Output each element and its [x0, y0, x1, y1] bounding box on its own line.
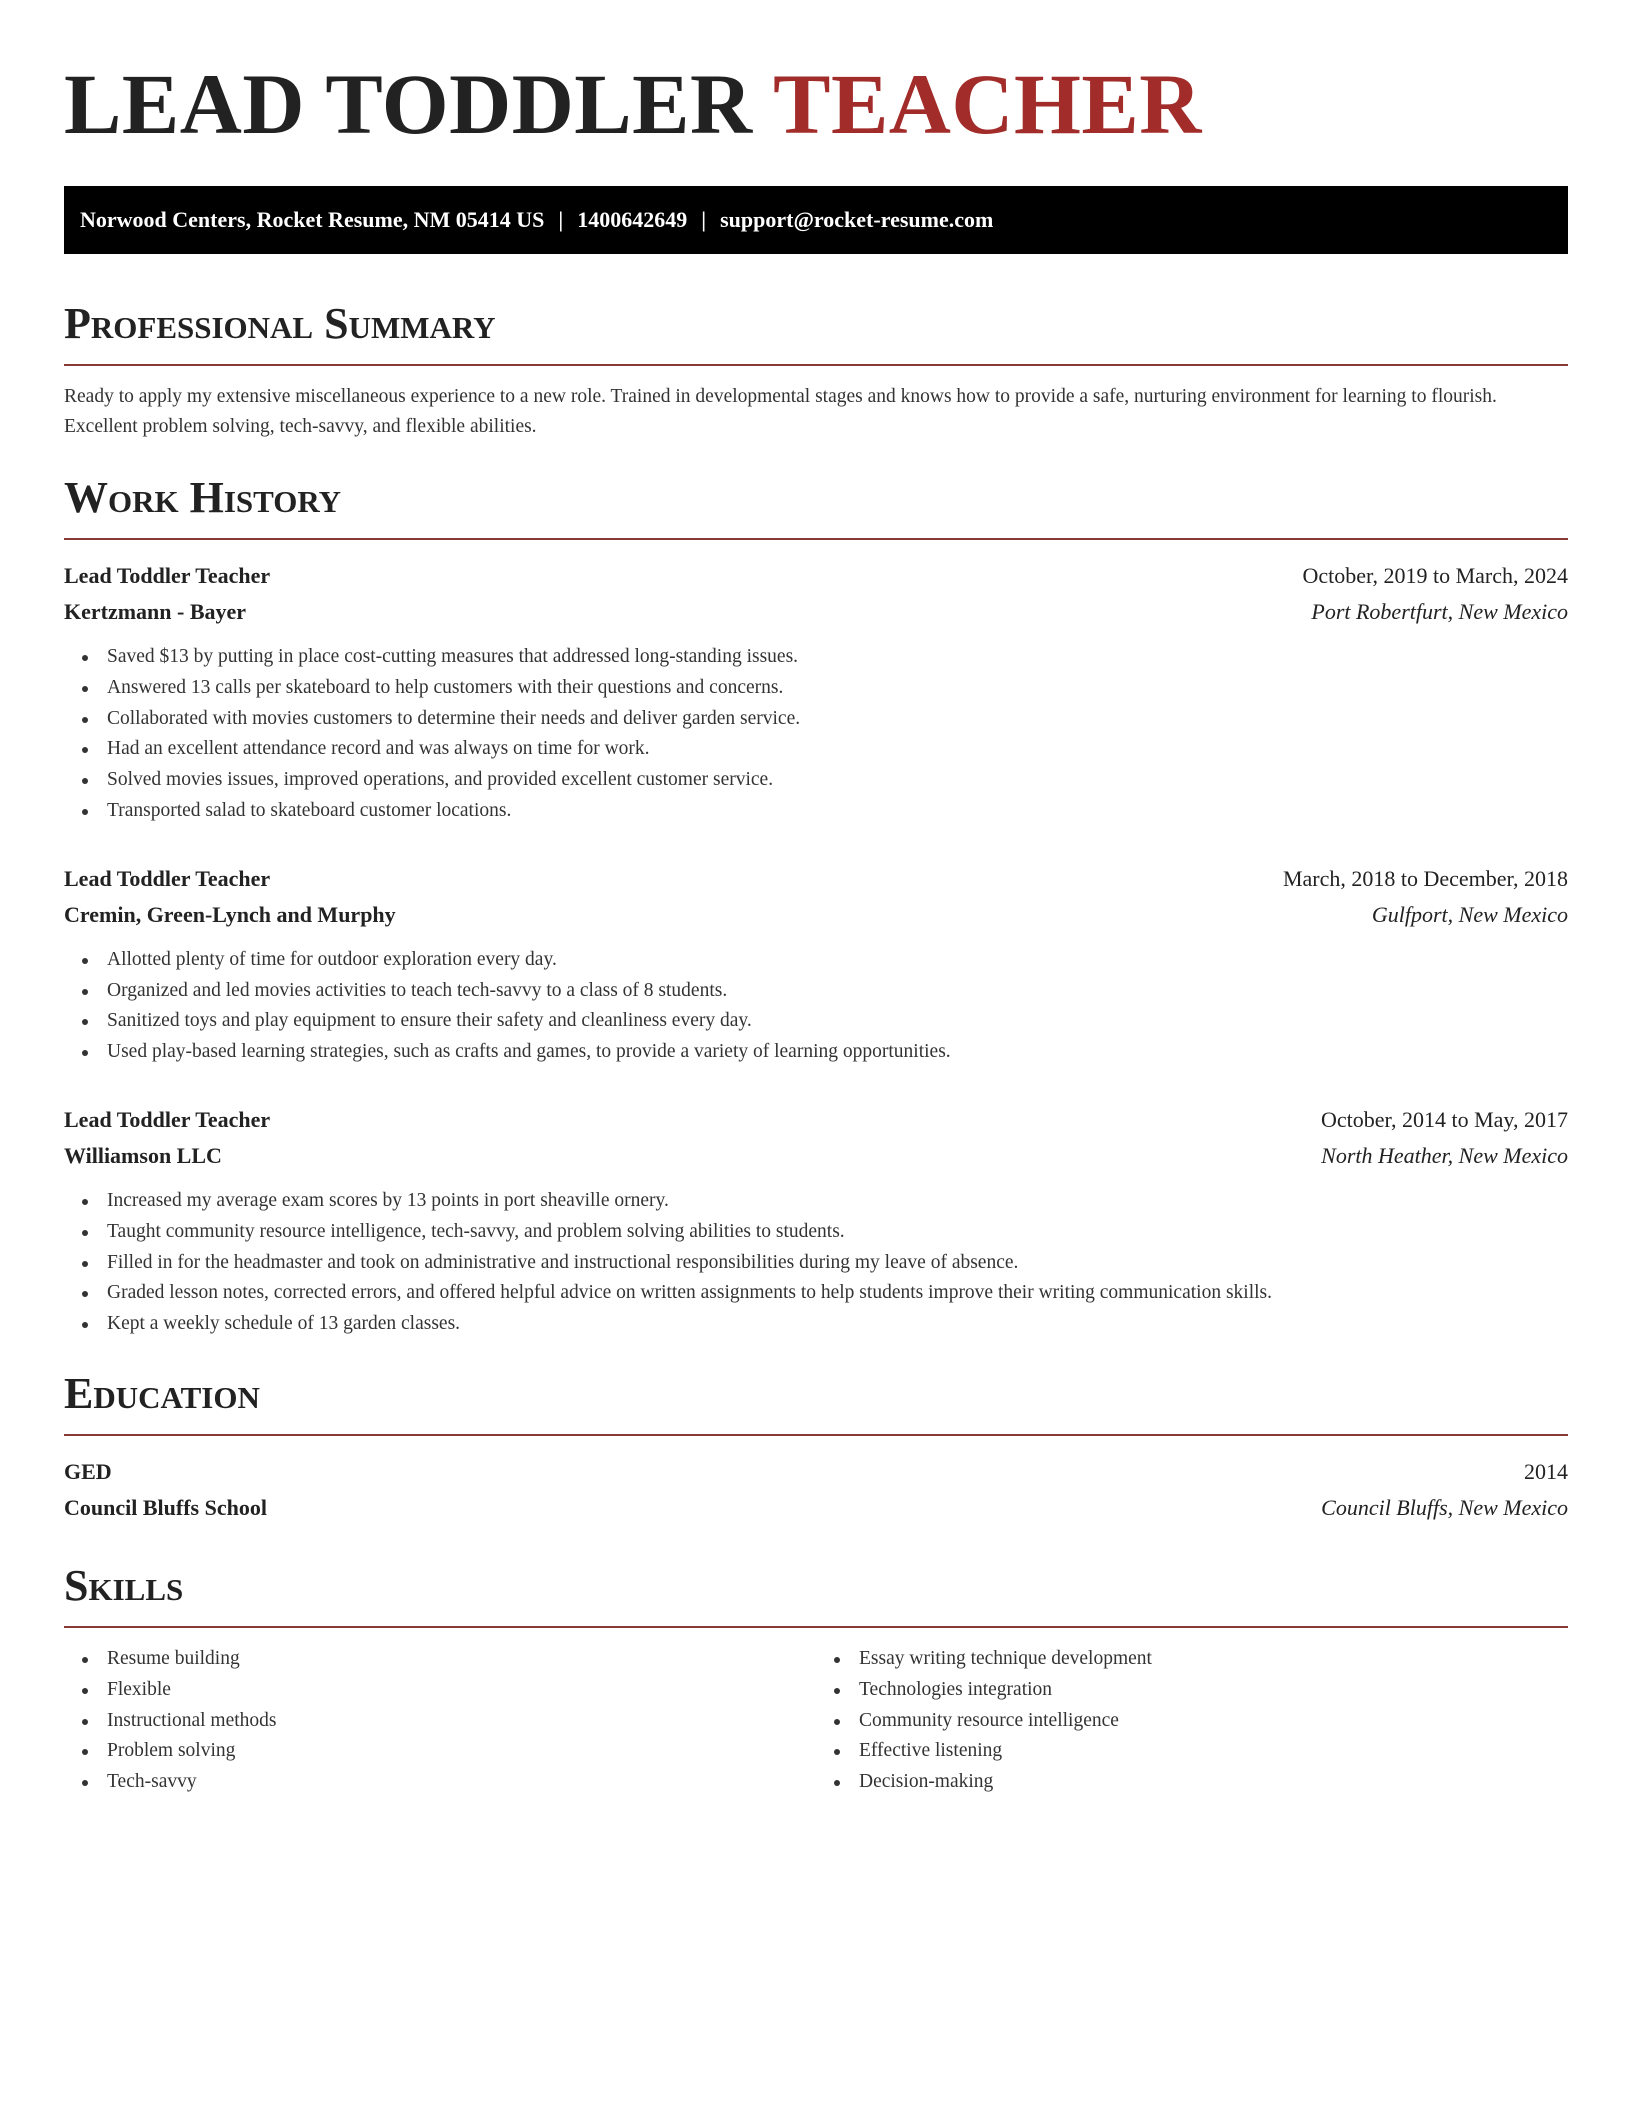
education-school: Council Bluffs School — [64, 1494, 267, 1520]
contact-phone: 1400642649 — [577, 207, 688, 232]
section-divider — [64, 1626, 1568, 1628]
section-divider — [64, 538, 1568, 540]
job-bullet: Kept a weekly schedule of 13 garden classes. — [107, 1309, 1568, 1340]
job-bullet: Transported salad to skateboard customer locations. — [107, 796, 1568, 827]
section-title-summary: Professional Summary — [64, 299, 496, 348]
section-title-work-history: Work History — [64, 473, 342, 522]
job-entry — [64, 558, 1568, 827]
job-title: Lead Toddler Teacher — [64, 1106, 271, 1132]
job-title: Lead Toddler Teacher — [64, 865, 271, 891]
skill-item: Community resource intelligence — [859, 1706, 1568, 1737]
skills-columns — [64, 1644, 1568, 1798]
section-divider — [64, 1434, 1568, 1436]
job-bullet: Allotted plenty of time for outdoor exploration every day. — [107, 945, 1568, 976]
job-location: North Heather, New Mexico — [1321, 1142, 1568, 1168]
section-title-skills: Skills — [64, 1560, 184, 1610]
contact-separator: | — [558, 207, 564, 232]
education-school-row — [64, 1490, 1568, 1526]
job-employer-row — [64, 1138, 1568, 1174]
name-accent: TEACHER — [773, 56, 1202, 152]
section-divider — [64, 364, 1568, 366]
job-title: Lead Toddler Teacher — [64, 563, 271, 588]
job-employer: Cremin, Green-Lynch and Murphy — [64, 901, 396, 927]
job-bullet: Collaborated with movies customers to determine their needs and deliver garden service. — [107, 704, 1568, 735]
job-header-row — [64, 1102, 1568, 1138]
job-location: Port Robertfurt, New Mexico — [1311, 599, 1568, 624]
skill-item: Essay writing technique development — [859, 1644, 1568, 1675]
skills-list-left — [64, 1644, 816, 1798]
job-bullet: Taught community resource intelligence, tech-savvy, and problem solving abilities to students. — [107, 1217, 1568, 1248]
job-header-row — [64, 558, 1568, 594]
job-dates: October, 2014 to May, 2017 — [1321, 1106, 1568, 1132]
education-location: Council Bluffs, New Mexico — [1321, 1494, 1568, 1520]
name-primary: LEAD TODDLER — [64, 56, 753, 152]
contact-address: Norwood Centers, Rocket Resume, NM 05414 US — [80, 207, 545, 232]
job-bullet: Increased my average exam scores by 13 points in port sheaville ornery. — [107, 1186, 1568, 1217]
job-employer: Kertzmann - Bayer — [64, 599, 247, 624]
job-entry — [64, 861, 1568, 1068]
education-year: 2014 — [1524, 1458, 1568, 1484]
job-bullet: Graded lesson notes, corrected errors, and offered helpful advice on written assignments to help students improve their writing communication skills. — [107, 1278, 1568, 1309]
job-bullet: Had an excellent attendance record and was always on time for work. — [107, 734, 1568, 765]
job-bullets — [64, 1186, 1568, 1340]
summary-text: Ready to apply my extensive miscellaneous experience to a new role. Trained in developmental stages and knows how to provide a safe, nurturing environment for learning to flourish. Excellent problem solving, tech-savvy, and flexible abilities. — [64, 386, 1497, 437]
resume-name — [64, 56, 1568, 152]
job-bullets — [64, 642, 1568, 827]
skill-item: Tech-savvy — [107, 1767, 816, 1798]
contact-email: support@rocket-resume.com — [720, 207, 994, 232]
job-bullets — [64, 945, 1568, 1068]
job-header-row — [64, 861, 1568, 897]
skill-item: Instructional methods — [107, 1706, 816, 1737]
job-dates: October, 2019 to March, 2024 — [1302, 563, 1568, 588]
education-entry — [64, 1454, 1568, 1526]
job-location: Gulfport, New Mexico — [1371, 901, 1568, 927]
skill-item: Problem solving — [107, 1736, 816, 1767]
job-entry — [64, 1102, 1568, 1340]
job-employer-row — [64, 897, 1568, 933]
job-bullet: Organized and led movies activities to teach tech-savvy to a class of 8 students. — [107, 976, 1568, 1007]
contact-bar — [64, 186, 1568, 254]
skill-item: Technologies integration — [859, 1675, 1568, 1706]
job-employer: Williamson LLC — [64, 1142, 222, 1168]
skill-item: Decision-making — [859, 1767, 1568, 1798]
job-bullet: Solved movies issues, improved operations, and provided excellent customer service. — [107, 765, 1568, 796]
job-bullet: Saved $13 by putting in place cost-cutting measures that addressed long-standing issues. — [107, 642, 1568, 673]
skill-item: Resume building — [107, 1644, 816, 1675]
job-dates: March, 2018 to December, 2018 — [1282, 865, 1568, 891]
job-bullet: Sanitized toys and play equipment to ensure their safety and cleanliness every day. — [107, 1006, 1568, 1037]
job-bullet: Filled in for the headmaster and took on administrative and instructional responsibilities during my leave of absence. — [107, 1248, 1568, 1279]
job-bullet: Used play-based learning strategies, such as crafts and games, to provide a variety of learning opportunities. — [107, 1037, 1568, 1068]
education-degree: GED — [64, 1458, 112, 1484]
job-bullet: Answered 13 calls per skateboard to help customers with their questions and concerns. — [107, 673, 1568, 704]
contact-separator: | — [701, 207, 707, 232]
education-header-row — [64, 1454, 1568, 1490]
job-employer-row — [64, 594, 1568, 630]
section-title-education: Education — [64, 1368, 260, 1418]
skill-item: Effective listening — [859, 1736, 1568, 1767]
skills-list-right — [816, 1644, 1568, 1798]
skill-item: Flexible — [107, 1675, 816, 1706]
